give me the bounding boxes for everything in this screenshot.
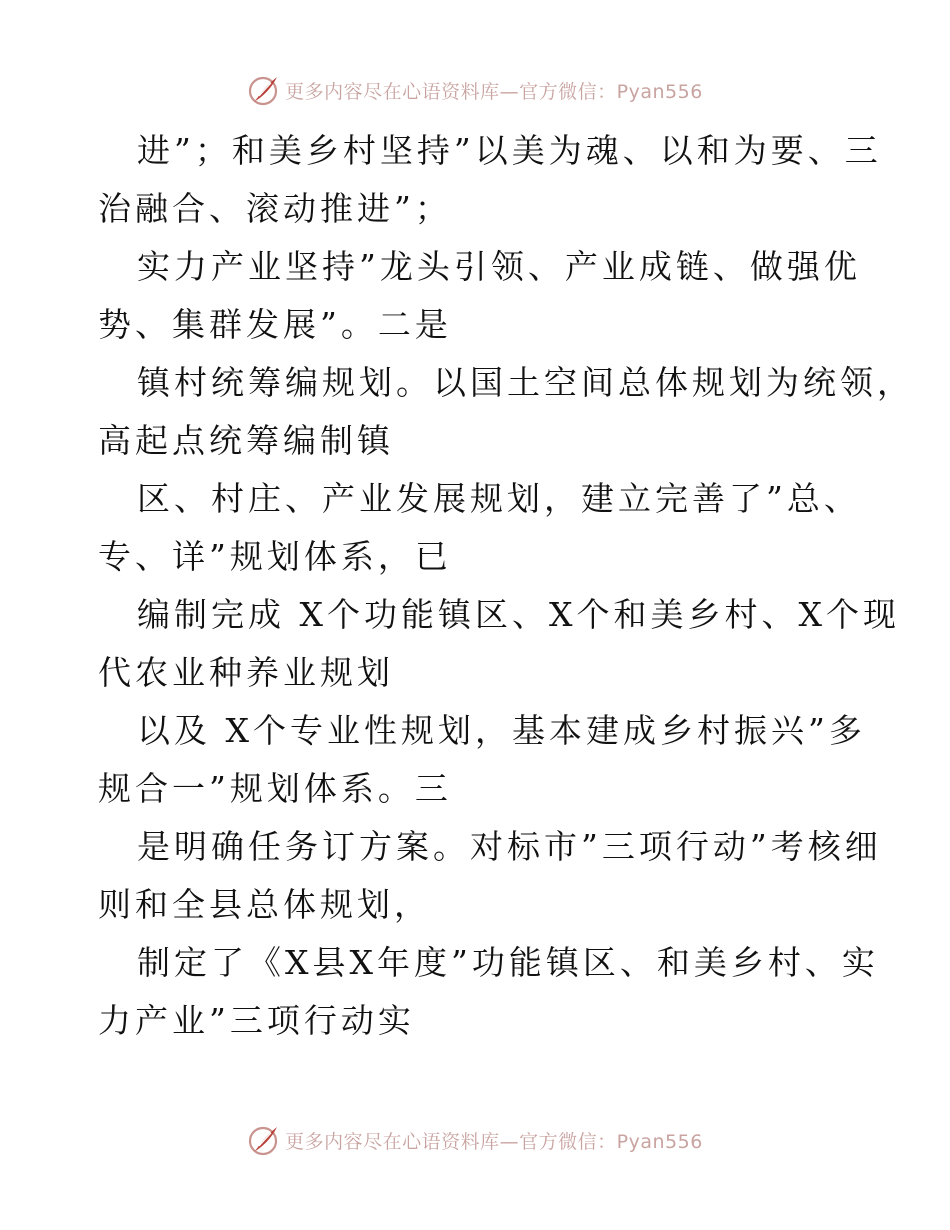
watermark-text: 更多内容尽在心语资料库—官方微信：Pyan556 [285, 80, 703, 103]
feather-quill-icon [247, 73, 281, 107]
text-line: 代农业种养业规划 [98, 653, 394, 692]
text-line: 区、村庄、产业发展规划，建立完善了”总、 [137, 479, 861, 518]
text-line: 实力产业坚持”龙头引领、产业成链、做强优 [137, 247, 861, 286]
text-line: 进”；和美乡村坚持”以美为魂、以和为要、三 [137, 131, 882, 170]
text-line: 规合一”规划体系。三 [98, 769, 452, 808]
text-line: 专、详”规划体系，已 [98, 537, 452, 576]
text-line: 高起点统筹编制镇 [98, 421, 394, 460]
feather-quill-icon [247, 1123, 281, 1157]
text-line: 制定了《X县X年度”功能镇区、和美乡村、实 [137, 943, 879, 982]
text-line: 编制完成 X个功能镇区、X个和美乡村、X个现 [137, 595, 900, 634]
text-line: 是明确任务订方案。对标市”三项行动”考核细 [137, 827, 882, 866]
footer-watermark [0, 1120, 950, 1160]
text-line: 镇村统筹编规划。以国土空间总体规划为统领， [137, 363, 914, 402]
text-line: 则和全县总体规划， [98, 885, 431, 924]
text-line: 以及 X个专业性规划，基本建成乡村振兴”多 [137, 711, 866, 750]
watermark-text: 更多内容尽在心语资料库—官方微信：Pyan556 [285, 1130, 703, 1153]
text-line: 力产业”三项行动实 [98, 1001, 415, 1040]
header-watermark [0, 70, 950, 110]
text-line: 势、集群发展”。二是 [98, 305, 452, 344]
text-line: 治融合、滚动推进”； [98, 189, 452, 228]
